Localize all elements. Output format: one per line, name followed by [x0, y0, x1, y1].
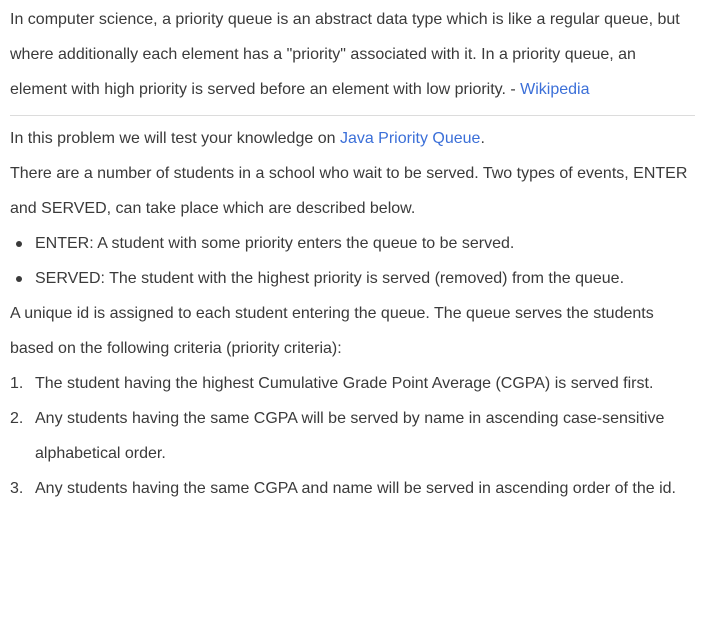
list-item — [10, 226, 695, 261]
event-enter-text: ENTER: A student with some priority enters the queue to be served. — [35, 235, 515, 252]
list-item — [10, 471, 695, 506]
list-number: 3. — [10, 480, 24, 497]
criterion-text: Any students having the same CGPA and name will be served in ascending order of the id. — [35, 480, 676, 497]
list-item — [10, 261, 695, 296]
list-number: 1. — [10, 375, 24, 392]
criteria-intro-paragraph: A unique id is assigned to each student entering the queue. The queue serves the students based on the following criteria (priority criteria): — [10, 305, 654, 357]
event-served-text: SERVED: The student with the highest priority is served (removed) from the queue. — [35, 270, 625, 287]
events-intro-paragraph: There are a number of students in a school who wait to be served. Two types of events, ENTER and SERVED, can take place which are described below. — [10, 165, 688, 217]
bullet-icon — [16, 241, 22, 247]
events-list — [10, 226, 695, 296]
intro-paragraph — [10, 2, 695, 107]
test-suffix: . — [480, 130, 485, 147]
list-item — [10, 366, 695, 401]
criterion-text: The student having the highest Cumulative Grade Point Average (CGPA) is served first. — [35, 375, 654, 392]
criterion-text: Any students having the same CGPA will be served by name in ascending case-sensitive alphabetical order. — [35, 410, 665, 462]
criteria-list — [10, 366, 695, 506]
bullet-icon — [16, 276, 22, 282]
list-item — [10, 401, 695, 471]
list-number: 2. — [10, 410, 24, 427]
java-priority-queue-link[interactable]: Java Priority Queue — [339, 130, 481, 147]
divider — [10, 115, 695, 116]
intro-text: In computer science, a priority queue is an abstract data type which is like a regular queue, but where additionally each element has a "priority" associated with it. In a priority queue, an element with high priority is served before an element with low priority. - — [10, 11, 680, 98]
wikipedia-link[interactable]: Wikipedia — [520, 81, 590, 98]
test-paragraph — [10, 121, 695, 156]
test-prefix: In this problem we will test your knowledge on — [10, 130, 340, 147]
